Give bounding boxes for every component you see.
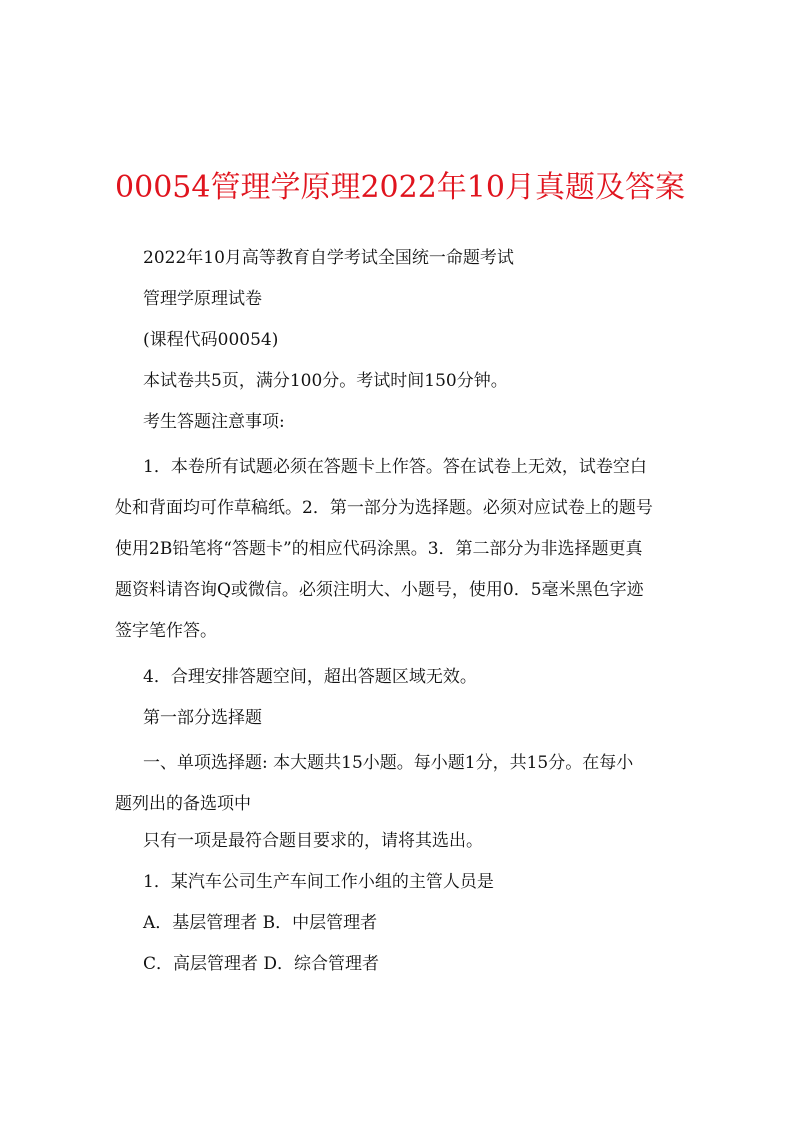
notice-paragraph <box>115 447 697 652</box>
notice-line: 签字笔作答。 <box>115 621 217 641</box>
section-line: 一、单项选择题: 本大题共15小题。每小题1分，共15分。在每小 <box>143 753 634 773</box>
question-stem: 1．某汽车公司生产车间工作小组的主管人员是 <box>143 872 494 892</box>
notice-line: 使用2B铅笔将“答题卡”的相应代码涂黑。3．第二部分为非选择题更真 <box>115 539 643 559</box>
notice-item-4: 4．合理安排答题空间，超出答题区域无效。 <box>143 667 477 687</box>
notice-line: 处和背面均可作草稿纸。2．第一部分为选择题。必须对应试卷上的题号 <box>115 498 653 518</box>
section-paragraph <box>115 743 697 825</box>
paper-name: 管理学原理试卷 <box>143 289 262 309</box>
question-options-row: A．基层管理者 B．中层管理者 <box>143 913 378 933</box>
notice-line: 1．本卷所有试题必须在答题卡上作答。答在试卷上无效，试卷空白 <box>143 457 647 477</box>
question-options-row: C．高层管理者 D．综合管理者 <box>143 954 380 974</box>
notice-line: 题资料请咨询Q或微信。必须注明大、小题号，使用0．5毫米黑色字迹 <box>115 580 644 600</box>
part-one-heading: 第一部分选择题 <box>143 708 262 728</box>
document-title: 00054管理学原理2022年10月真题及答案 <box>115 170 685 205</box>
course-code: (课程代码00054) <box>143 330 279 350</box>
notice-heading: 考生答题注意事项: <box>143 412 285 432</box>
section-line: 题列出的备选项中 <box>115 794 251 814</box>
instruction-text: 只有一项是最符合题目要求的，请将其选出。 <box>143 831 483 851</box>
exam-info: 本试卷共5页，满分100分。考试时间150分钟。 <box>143 371 508 391</box>
exam-header: 2022年10月高等教育自学考试全国统一命题考试 <box>143 248 514 268</box>
